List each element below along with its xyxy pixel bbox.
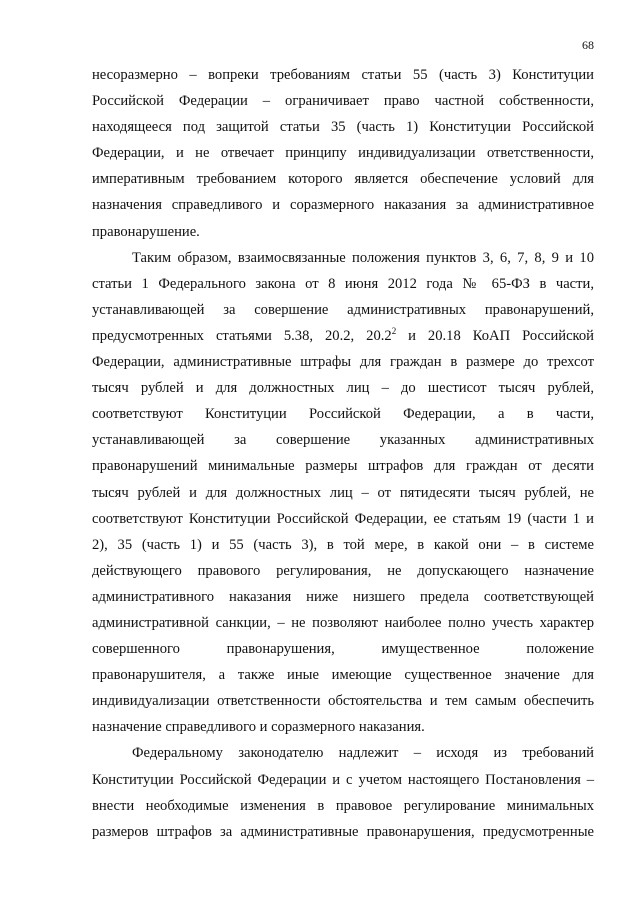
text-line: индивидуализации ответственности обстоятельства и тем самым обеспечить xyxy=(92,693,594,710)
text-line: Федерации, административные штрафы для граждан в размере до трехсот xyxy=(92,354,594,371)
text-line: назначение справедливого и соразмерного наказания. xyxy=(92,719,425,736)
document-body xyxy=(92,62,594,845)
text-line: правонарушений минимальные размеры штрафов для граждан от десяти xyxy=(92,458,594,475)
text-fragment: и 20.18 КоАП Российской xyxy=(396,327,594,344)
text-line: тысяч рублей и для должностных лиц – от пятидесяти тысяч рублей, не xyxy=(92,484,594,501)
text-line: внести необходимые изменения в правовое регулирование минимальных xyxy=(92,797,594,814)
text-fragment: предусмотренных статьями 5.38, 20.2, 20.2 xyxy=(92,327,392,344)
text-line: находящееся под защитой статьи 35 (часть 1) Конституции Российской xyxy=(92,119,594,136)
paragraph xyxy=(92,740,594,844)
text-line: тысяч рублей и для должностных лиц – до шестисот тысяч рублей, xyxy=(92,380,594,397)
text-line: 2), 35 (часть 1) и 55 (часть 3), в той мере, в какой они – в системе xyxy=(92,536,594,553)
text-line: размеров штрафов за административные правонарушения, предусмотренные xyxy=(92,823,594,840)
text-line: устанавливающей за совершение административных правонарушений, xyxy=(92,301,594,318)
text-line: совершенного правонарушения, имущественное положение xyxy=(92,641,594,658)
text-line: административной санкции, – не позволяют наиболее полно учесть характер xyxy=(92,614,594,631)
text-line: действующего правового регулирования, не допускающего назначение xyxy=(92,562,594,579)
text-line: Федеральному законодателю надлежит – исходя из требований xyxy=(132,745,594,762)
text-line: соответствуют Конституции Российской Федерации, а в части, xyxy=(92,406,594,423)
text-line xyxy=(92,323,594,349)
text-line: статьи 1 Федерального закона от 8 июня 2012 года № 65-ФЗ в части, xyxy=(92,275,594,292)
page-number: 68 xyxy=(582,38,594,52)
text-line: устанавливающей за совершение указанных административных xyxy=(92,432,594,449)
text-line: правонарушителя, а также иные имеющие существенное значение для xyxy=(92,667,594,684)
text-line: Конституции Российской Федерации и с учетом настоящего Постановления – xyxy=(92,771,594,788)
text-line: соответствуют Конституции Российской Федерации, ее статьям 19 (части 1 и xyxy=(92,510,594,527)
paragraph xyxy=(92,62,594,245)
text-line: императивным требованием которого является обеспечение условий для xyxy=(92,171,594,188)
superscript: 2 xyxy=(391,325,397,336)
text-line: Таким образом, взаимосвязанные положения пунктов 3, 6, 7, 8, 9 и 10 xyxy=(132,249,594,266)
text-line: правонарушение. xyxy=(92,223,200,240)
text-line: несоразмерно – вопреки требованиям статьи 55 (часть 3) Конституции xyxy=(92,67,594,83)
text-line: назначения справедливого и соразмерного наказания за административное xyxy=(92,197,594,214)
text-line: Федерации, и не отвечает принципу индивидуализации ответственности, xyxy=(92,145,594,162)
text-line: административного наказания ниже низшего предела соответствующей xyxy=(92,588,594,605)
text-line: Российской Федерации – ограничивает право частной собственности, xyxy=(92,93,594,110)
paragraph xyxy=(92,245,594,741)
